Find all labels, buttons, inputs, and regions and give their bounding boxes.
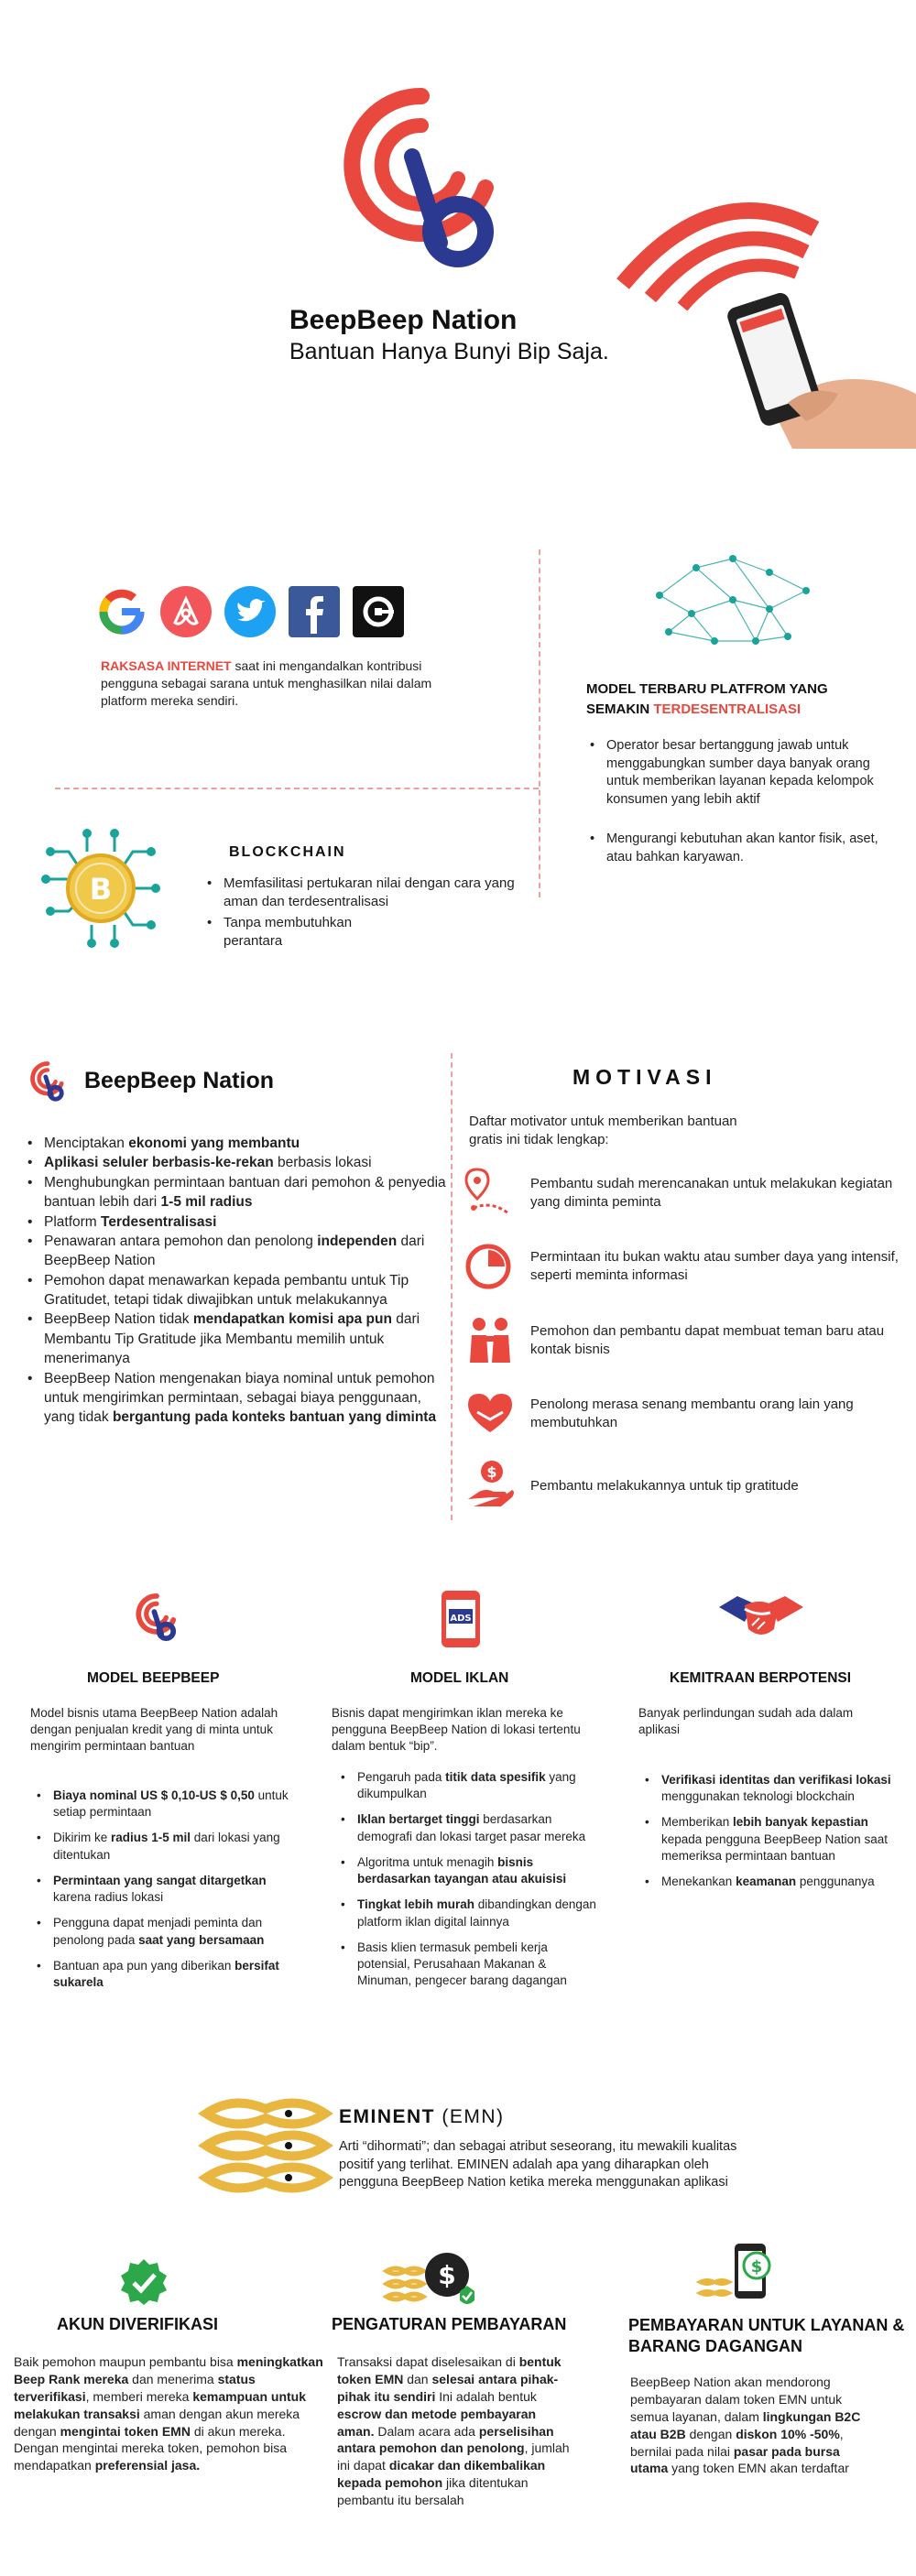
beepbeep-logo-icon (133, 1589, 180, 1644)
list-item: • Iklan bertarget tinggi berdasarkan demografi dan lokasi target pasar mereka (337, 1811, 603, 1844)
bottom-text: Baik pemohon maupun pembantu bisa meningkatkan Beep Rank mereka dan menerima status terverifikasi, memberi mereka kemampuan untuk melakukan transaksi aman dengan akun mereka dengan mengintai token EMN di akun mereka. Dengan mengintai mereka token, pemohon bisa mendapatkan preferensial jasa. (14, 2354, 323, 2473)
uber-icon (353, 586, 404, 637)
eminent-title: EMINENT (EMN) (339, 2106, 505, 2127)
list-item: • Menghubungkan permintaan bantuan dari pemohon & penyedia bantuan lebih dari 1-5 mil radius (24, 1173, 454, 1212)
list-item: • Memfasilitasi pertukaran nilai dengan cara yang aman dan terdesentralisasi (203, 875, 533, 912)
signal-waves-icon (614, 174, 824, 311)
list-item: • Dikirim ke radius 1-5 mil dari lokasi yang ditentukan (33, 1830, 299, 1863)
beepbeep-small-logo-icon (27, 1058, 68, 1103)
heart-hands-icon (464, 1390, 516, 1436)
model-intro: Bisnis dapat mengirimkan iklan mereka ke pengguna BeepBeep Nation di lokasi tertentu dalam bentuk “bip”. (332, 1706, 581, 1754)
decentral-list (586, 737, 902, 866)
facebook-icon (289, 586, 340, 637)
bottom-text: BeepBeep Nation akan mendorong pembayaran dalam token EMN untuk semua layanan, dalam lingkungan B2C atau B2B dengan diskon 10% -50%, bernilai pada nilai pasar pada bursa utama yang token EMN akan terdaftar (630, 2375, 861, 2476)
motivasi-title: MOTIVASI (572, 1065, 717, 1089)
dollar-hand-icon (464, 1459, 516, 1510)
blockchain-title: BLOCKCHAIN (229, 844, 346, 860)
list-item: • Penawaran antara pemohon dan penolong independen dari BeepBeep Nation (24, 1232, 454, 1271)
hero-section (0, 0, 916, 476)
internet-text: RAKSASA INTERNET saat ini mengandalkan kontribusi pengguna sebagai sarana untuk menghasilkan nilai dalam platform mereka sendiri. (101, 658, 432, 708)
list-item: • BeepBeep Nation tidak mendapatkan komisi apa pun dari Membantu Tip Gratitude jika Membantu memilih untuk menerimanya (24, 1310, 454, 1368)
list-item: • Mengurangi kebutuhan akan kantor fisik, aset, atau bahkan karyawan. (586, 831, 902, 866)
svg-text:ADS: ADS (450, 1614, 472, 1624)
bbn-title: BeepBeep Nation (84, 1068, 274, 1093)
airbnb-icon (160, 586, 212, 637)
list-item: • Biaya nominal US $ 0,10-US $ 0,50 untuk setiap permintaan (33, 1788, 299, 1821)
models-section (0, 1575, 916, 2051)
clock-icon (464, 1243, 512, 1290)
list-item: • Memberikan lebih banyak kepastian kepada pengguna BeepBeep Nation saat memeriksa permintaan bantuan (641, 1814, 902, 1864)
eminent-logo-icon (197, 2095, 334, 2196)
bottom-title: PENGATURAN PEMBAYARAN (332, 2315, 567, 2333)
list-item: • Aplikasi seluler berbasis-ke-rekan berbasis lokasi (24, 1153, 454, 1172)
model-title: MODEL IKLAN (410, 1670, 509, 1686)
list-item: • Basis klien termasuk pembeli kerja potensial, Perusahaan Makanan & Minuman, pengecer barang dagangan (337, 1940, 603, 1990)
brand-title: BeepBeep Nation (289, 305, 518, 335)
model-title: KEMITRAAN BERPOTENSI (670, 1670, 852, 1686)
handshake-icon (717, 1589, 805, 1644)
list-item: • Tanpa membutuhkan perantara (203, 914, 377, 951)
svg-text:$: $ (438, 2260, 456, 2290)
network-graph-icon (641, 549, 824, 659)
verified-check-icon (119, 2257, 169, 2307)
bottom-title: PEMBAYARAN UNTUK LAYANAN & BARANG DAGANGAN (628, 2316, 905, 2356)
model-intro: Model bisnis utama BeepBeep Nation adalah dengan penjualan kredit yang di minta untuk mengirim permintaan bantuan (30, 1706, 278, 1754)
list-item: • Operator besar bertanggung jawab untuk menggabungkan sumber daya banyak orang untuk memberikan layanan kepada kelompok konsumen yang lebih aktif (586, 737, 902, 809)
brand-tagline: Bantuan Hanya Bunyi Bip Saja. (289, 339, 609, 364)
list-item: • Permintaan yang sangat ditargetkan karena radius lokasi (33, 1873, 299, 1906)
list-item: • Tingkat lebih murah dibandingkan dengan platform iklan digital lainnya (337, 1897, 603, 1929)
people-icon (464, 1317, 516, 1364)
beepbeep-logo-icon (330, 69, 513, 279)
list-item: • Pemohon dapat menawarkan kepada pembantu untuk Tip Gratitudet, tetapi tidak diwajibkan untuk melakukannya (24, 1271, 454, 1310)
list-item: • Menciptakan ekonomi yang membantu (24, 1134, 454, 1153)
blockchain-list (203, 875, 533, 951)
model-title: MODEL BEEPBEEP (87, 1670, 220, 1686)
divider-horizontal-1 (55, 788, 539, 789)
list-item: • Platform Terdesentralisasi (24, 1212, 454, 1232)
svg-text:$: $ (486, 1463, 497, 1481)
google-icon (96, 586, 147, 637)
list-item: • Pengaruh pada titik data spesifik yang dikumpulkan (337, 1769, 603, 1802)
internet-icons-row (96, 586, 408, 641)
hand-phone-image (719, 293, 916, 449)
phone-dollar-icon (696, 2242, 779, 2306)
svg-text:B: B (89, 872, 113, 907)
blockchain-coin-icon (37, 824, 165, 952)
list-item: • Algoritma untuk menagih bisnis berdasarkan tayangan atau akuisisi (337, 1854, 603, 1887)
model-list (337, 1769, 603, 1998)
svg-text:$: $ (750, 2257, 763, 2277)
list-item: • Menekankan keamanan penggunanya (641, 1874, 902, 1890)
bbn-list (24, 1134, 454, 1428)
twitter-icon (224, 586, 276, 637)
list-item: • Verifikasi identitas dan verifikasi lokasi menggunakan teknologi blockchain (641, 1772, 902, 1805)
model-list (33, 1788, 299, 2000)
list-item: • BeepBeep Nation mengenakan biaya nominal untuk pemohon untuk mengirimkan permintaan, sebagai biaya penggunaan, yang tidak bergantung pada konteks bantuan yang diminta (24, 1369, 454, 1428)
phone-ads-icon (438, 1589, 484, 1649)
list-item: • Bantuan apa pun yang diberikan bersifat sukarela (33, 1958, 299, 1991)
bottom-text: Transaksi dapat diselesaikan di bentuk token EMN dan selesai antara pihak-pihak itu sendiri Ini adalah bentuk escrow dan metode pembayaran aman. Dalam acara ada perselisihan antara pemohon dan penolong, jumlah ini dapat dicakar dan dikembalikan kepada pemohon jika ditentukan pembantu itu bersalah (337, 2354, 570, 2508)
model-list (641, 1772, 902, 1899)
decentral-title: MODEL TERBARU PLATFROM YANG SEMAKIN TERDESENTRALISASI (586, 681, 828, 717)
motivasi-intro: Daftar motivator untuk memberikan bantuan gratis ini tidak lengkap: (469, 1114, 737, 1148)
list-item: • Pengguna dapat menjadi peminta dan penolong pada saat yang bersamaan (33, 1915, 299, 1948)
eminent-text: Arti “dihormati”; dan sebagai atribut seseorang, itu mewakili kualitas positif yang terlihat. EMINEN adalah apa yang diharapkan oleh pengguna BeepBeep Nation ketika mereka menggunakan aplikasi (339, 2139, 737, 2190)
location-route-icon (464, 1168, 512, 1219)
coins-dollar-icon (383, 2251, 484, 2310)
model-intro: Banyak perlindungan sudah ada dalam aplikasi (638, 1706, 854, 1737)
bottom-title: AKUN DIVERIFIKASI (57, 2315, 219, 2333)
divider-vertical-1 (539, 549, 540, 897)
